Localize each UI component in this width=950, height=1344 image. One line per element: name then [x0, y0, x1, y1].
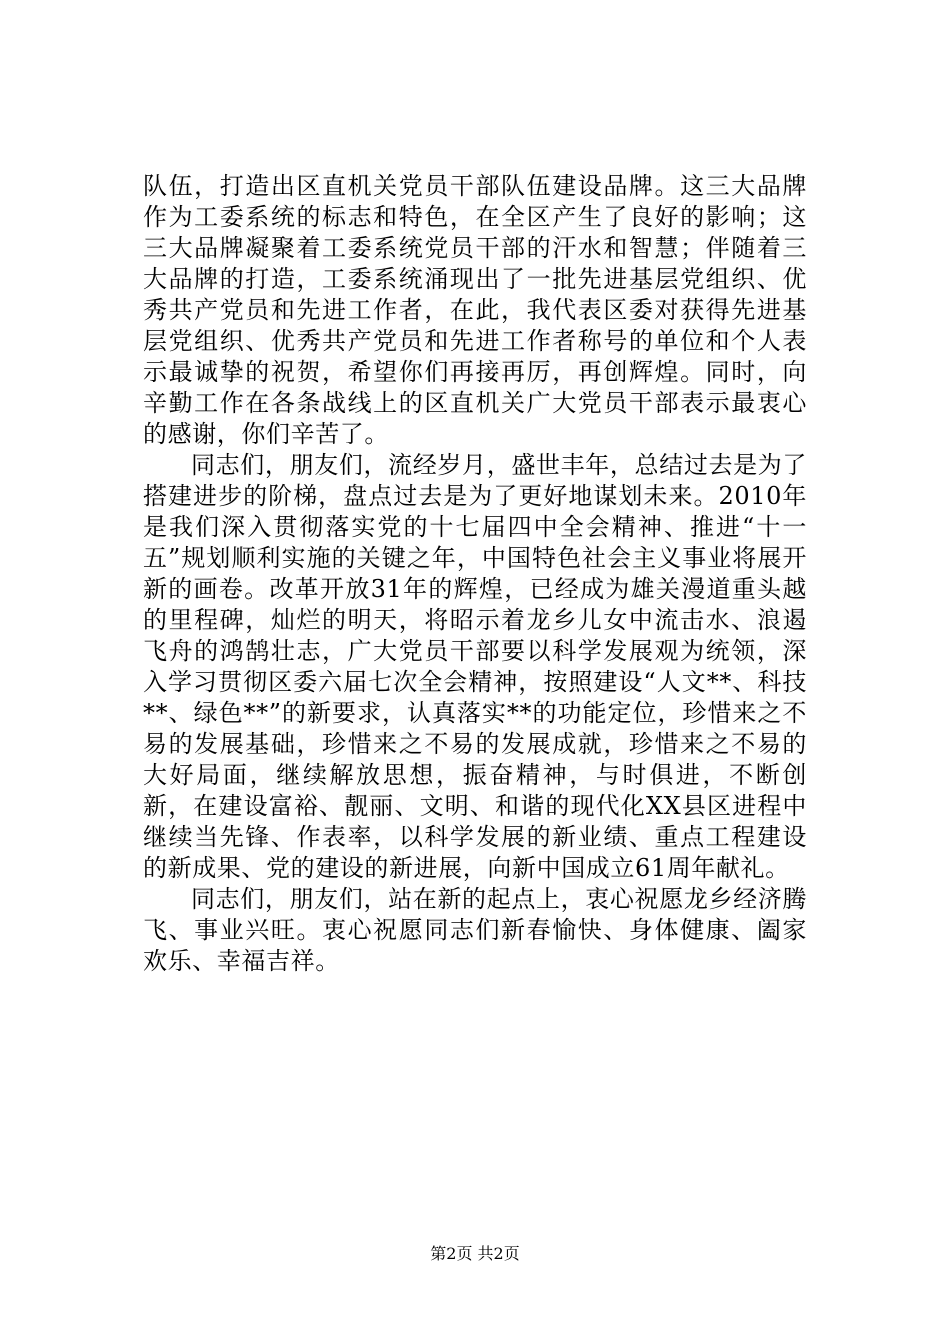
- page-number-footer: 第2页 共2页: [430, 1244, 520, 1263]
- paragraph-continuation: 队伍，打造出区直机关党员干部队伍建设品牌。这三大品牌作为工委系统的标志和特色，在全区产生了良好的影响；这三大品牌凝聚着工委系统党员干部的汗水和智慧；伴随着三大品牌的打造，工委系统涌现出了一批先进基层党组织、优秀共产党员和先进工作者，在此，我代表区委对获得先进基层党组织、优秀共产党员和先进工作者称号的单位和个人表示最诚挚的祝贺，希望你们再接再厉，再创辉煌。同时，向辛勤工作在各条战线上的区直机关广大党员干部表示最衷心的感谢，你们辛苦了。: [143, 172, 807, 448]
- paragraph-development-outlook: 同志们，朋友们，流经岁月，盛世丰年，总结过去是为了搭建进步的阶梯，盘点过去是为了更好地谋划未来。2010年是我们深入贯彻落实党的十七届四中全会精神、推进“十一五”规划顺利实施的关键之年，中国特色社会主义事业将展开新的画卷。改革开放31年的辉煌，已经成为雄关漫道重头越的里程碑，灿烂的明天，将昭示着龙乡儿女中流击水、浪遏飞舟的鸿鹄壮志，广大党员干部要以科学发展观为统领，深入学习贯彻区委六届七次全会精神，按照建设“人文**、科技**、绿色**”的新要求，认真落实**的功能定位，珍惜来之不易的发展基础，珍惜来之不易的发展成就，珍惜来之不易的大好局面，继续解放思想，振奋精神，与时俱进，不断创新，在建设富裕、靓丽、文明、和谐的现代化XX县区进程中继续当先锋、作表率，以科学发展的新业绩、重点工程建设的新成果、党的建设的新进展，向新中国成立61周年献礼。: [143, 451, 807, 882]
- document-body: [143, 171, 807, 977]
- paragraph-new-year-wishes: 同志们，朋友们，站在新的起点上，衷心祝愿龙乡经济腾飞、事业兴旺。衷心祝愿同志们新春愉快、身体健康、阖家欢乐、幸福吉祥。: [143, 885, 807, 975]
